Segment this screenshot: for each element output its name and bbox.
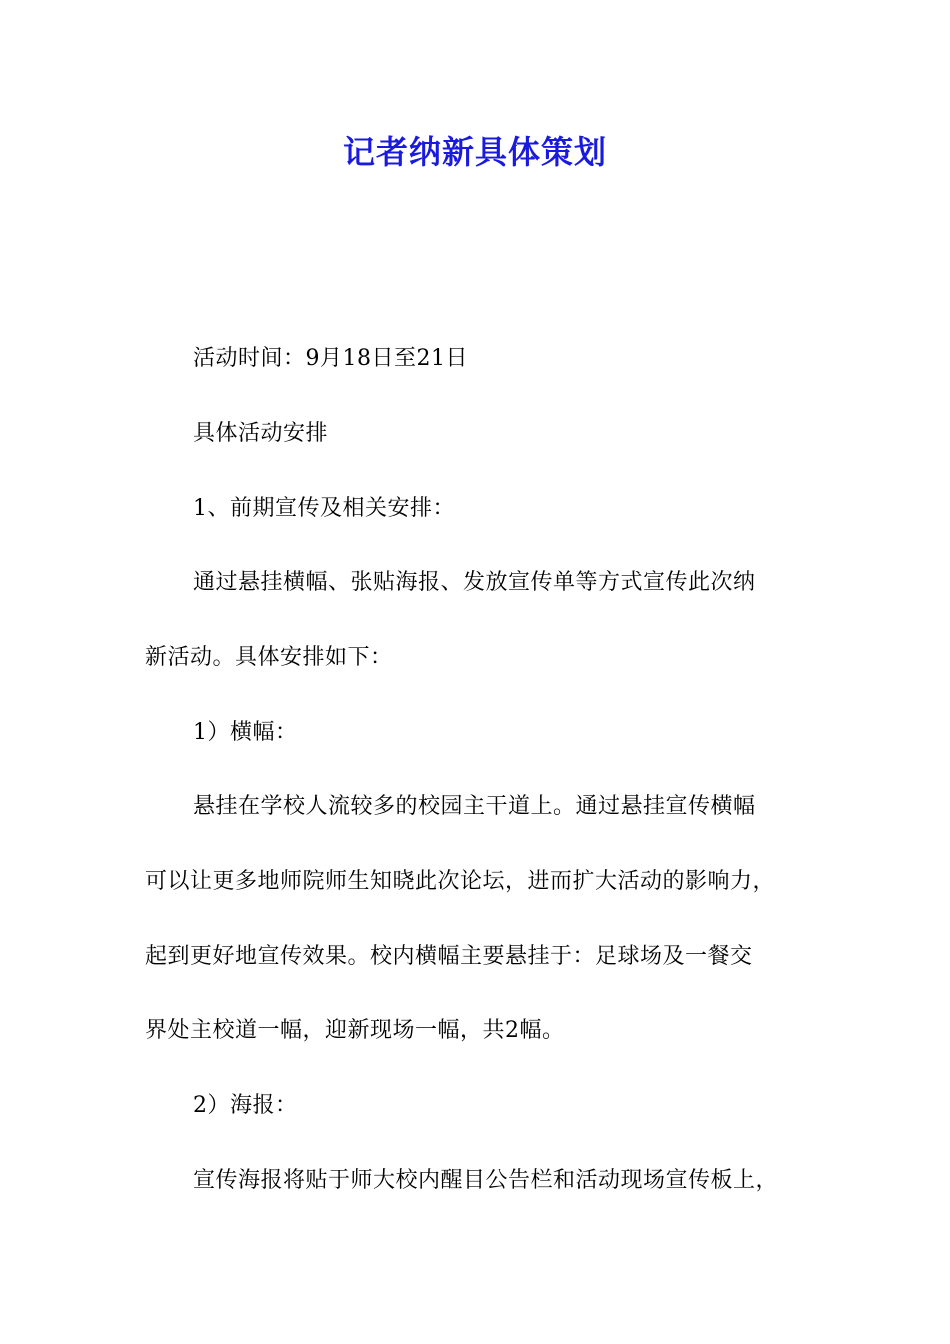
- paragraph-line: 可以让更多地师院师生知晓此次论坛，进而扩大活动的影响力，: [145, 869, 776, 894]
- document-title: 记者纳新具体策划: [342, 133, 607, 171]
- paragraph-line: 界处主校道一幅，迎新现场一幅，共2幅。: [145, 1018, 565, 1043]
- paragraph-line-section-1: 1、前期宣传及相关安排：: [193, 496, 455, 521]
- paragraph-line: 宣传海报将贴于师大校内醒目公告栏和活动现场宣传板上，: [193, 1168, 779, 1193]
- paragraph-line: 起到更好地宣传效果。校内横幅主要悬挂于：足球场及一餐交: [145, 944, 753, 969]
- paragraph-line-banner-heading: 1）横幅：: [193, 720, 298, 745]
- paragraph-line: 悬挂在学校人流较多的校园主干道上。通过悬挂宣传横幅: [193, 794, 756, 819]
- paragraph-line-arrangement-heading: 具体活动安排: [193, 421, 329, 446]
- paragraph-line: 通过悬挂横幅、张贴海报、发放宣传单等方式宣传此次纳: [193, 570, 756, 595]
- paragraph-line: 新活动。具体安排如下：: [145, 645, 393, 670]
- paragraph-line-activity-time: 活动时间：9月18日至21日: [193, 346, 468, 371]
- paragraph-line-poster-heading: 2）海报：: [193, 1093, 298, 1118]
